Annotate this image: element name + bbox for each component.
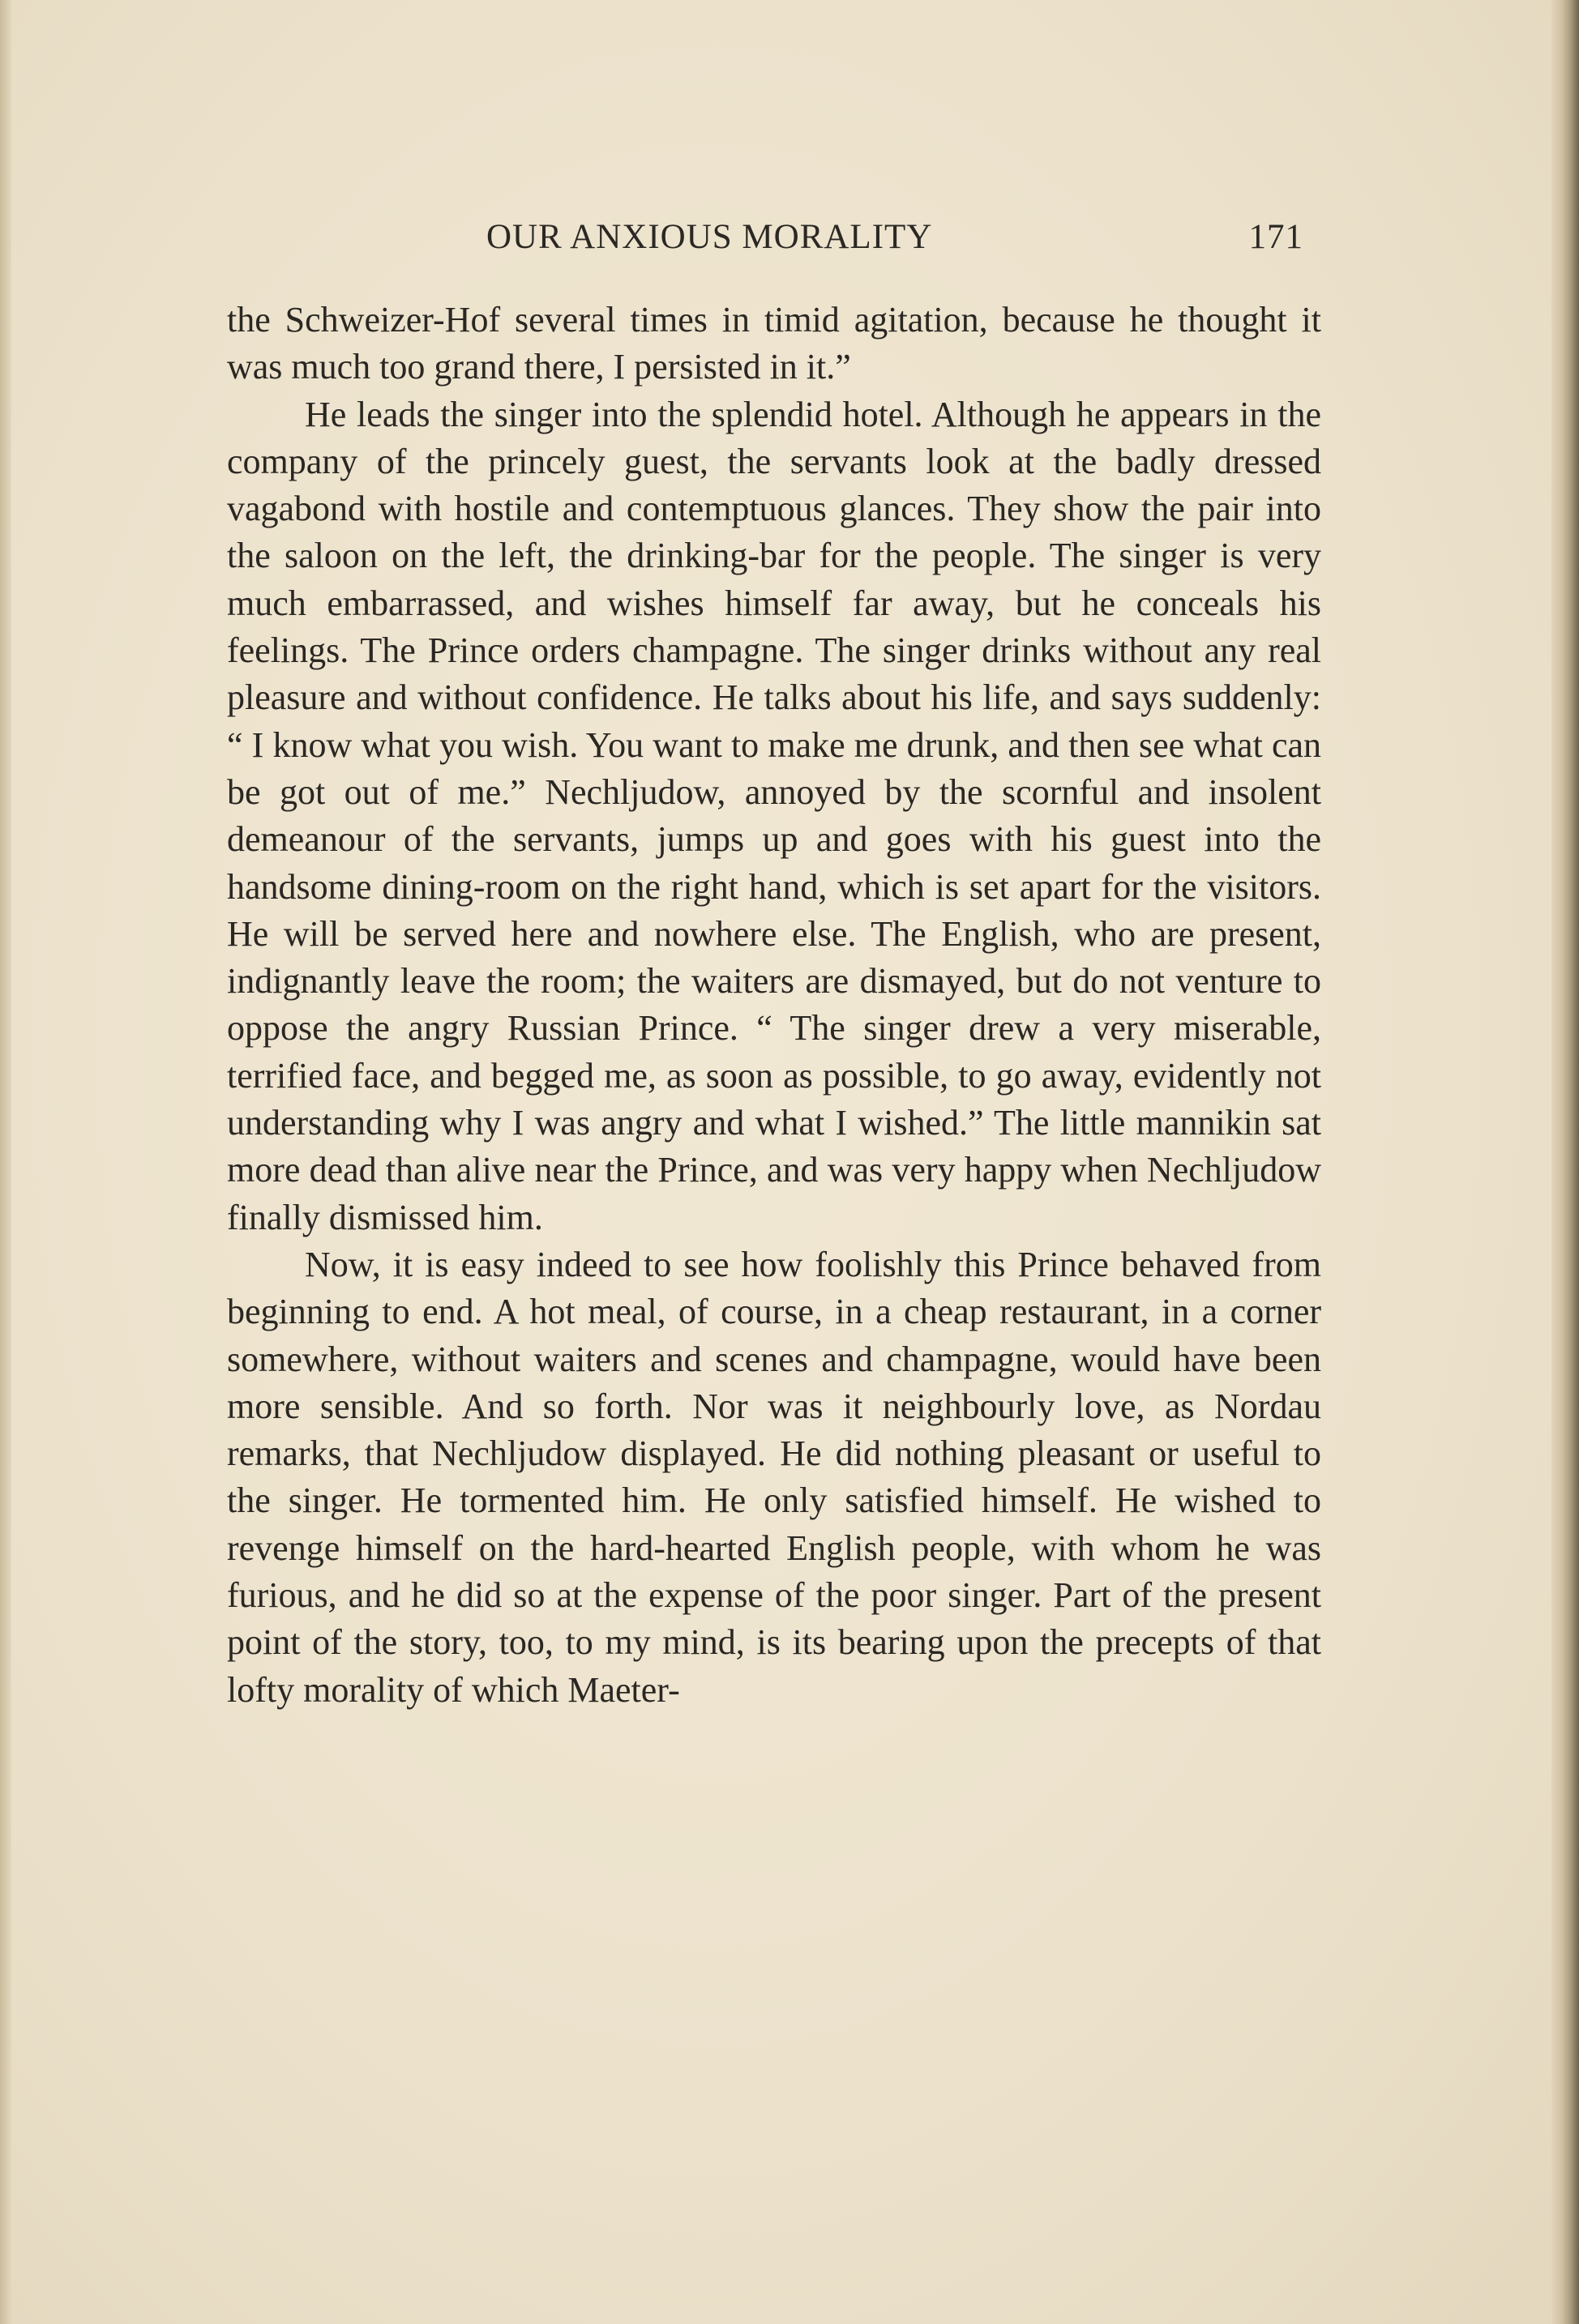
- page-header: [227, 217, 1307, 266]
- paragraph-continuation: the Schweizer-Hof several times in timid agitation, because he thought it was much too grand there, I persisted in it.”: [227, 300, 1321, 387]
- page-number: 171: [1248, 218, 1303, 256]
- paragraph-hotel-scene: He leads the singer into the splendid hotel. Although he appears in the company of the princely guest, the servants look at the badly dressed vagabond with hostile and contemptuous glances. They show the pair into the saloon on the left, the drinking-bar for the people. The singer is very much embarrassed, and wishes himself far away, but he conceals his feelings. The Prince orders champagne. The singer drinks without any real pleasure and without confidence. He talks about his life, and says suddenly: “ I know what you wish. You want to make me drunk, and then see what can be got out of me.” Nechljudow, annoyed by the scornful and insolent demeanour of the servants, jumps up and goes with his guest into the handsome dining-room on the right hand, which is set apart for the visitors. He will be served here and nowhere else. The English, who are present, indignantly leave the room; the waiters are dismayed, but do not venture to oppose the angry Russian Prince. “ The singer drew a very miserable, terrified face, and begged me, as soon as possible, to go away, evidently not understanding why I was angry and what I wished.” The little mannikin sat more dead than alive near the Prince, and was very happy when Nechljudow finally dismissed him.: [227, 394, 1321, 1237]
- page-left-edge: [0, 0, 11, 2324]
- body-text: [227, 297, 1321, 1714]
- running-head: OUR ANXIOUS MORALITY: [486, 218, 933, 256]
- paragraph-commentary: Now, it is easy indeed to see how foolishly this Prince behaved from beginning to end. A hot meal, of course, in a cheap restaurant, in a corner somewhere, without waiters and scenes and champagne, would have been more sensible. And so forth. Nor was it neighbourly love, as Nordau remarks, that Nechljudow displayed. He did nothing pleasant or useful to the singer. He tormented him. He only satisfied himself. He wished to revenge himself on the hard-hearted English people, with whom he was furious, and he did so at the expense of the poor singer. Part of the present point of the story, too, to my mind, is its bearing upon the precepts of that lofty morality of which Maeter-: [227, 1244, 1321, 1710]
- page-right-edge: [1551, 0, 1579, 2324]
